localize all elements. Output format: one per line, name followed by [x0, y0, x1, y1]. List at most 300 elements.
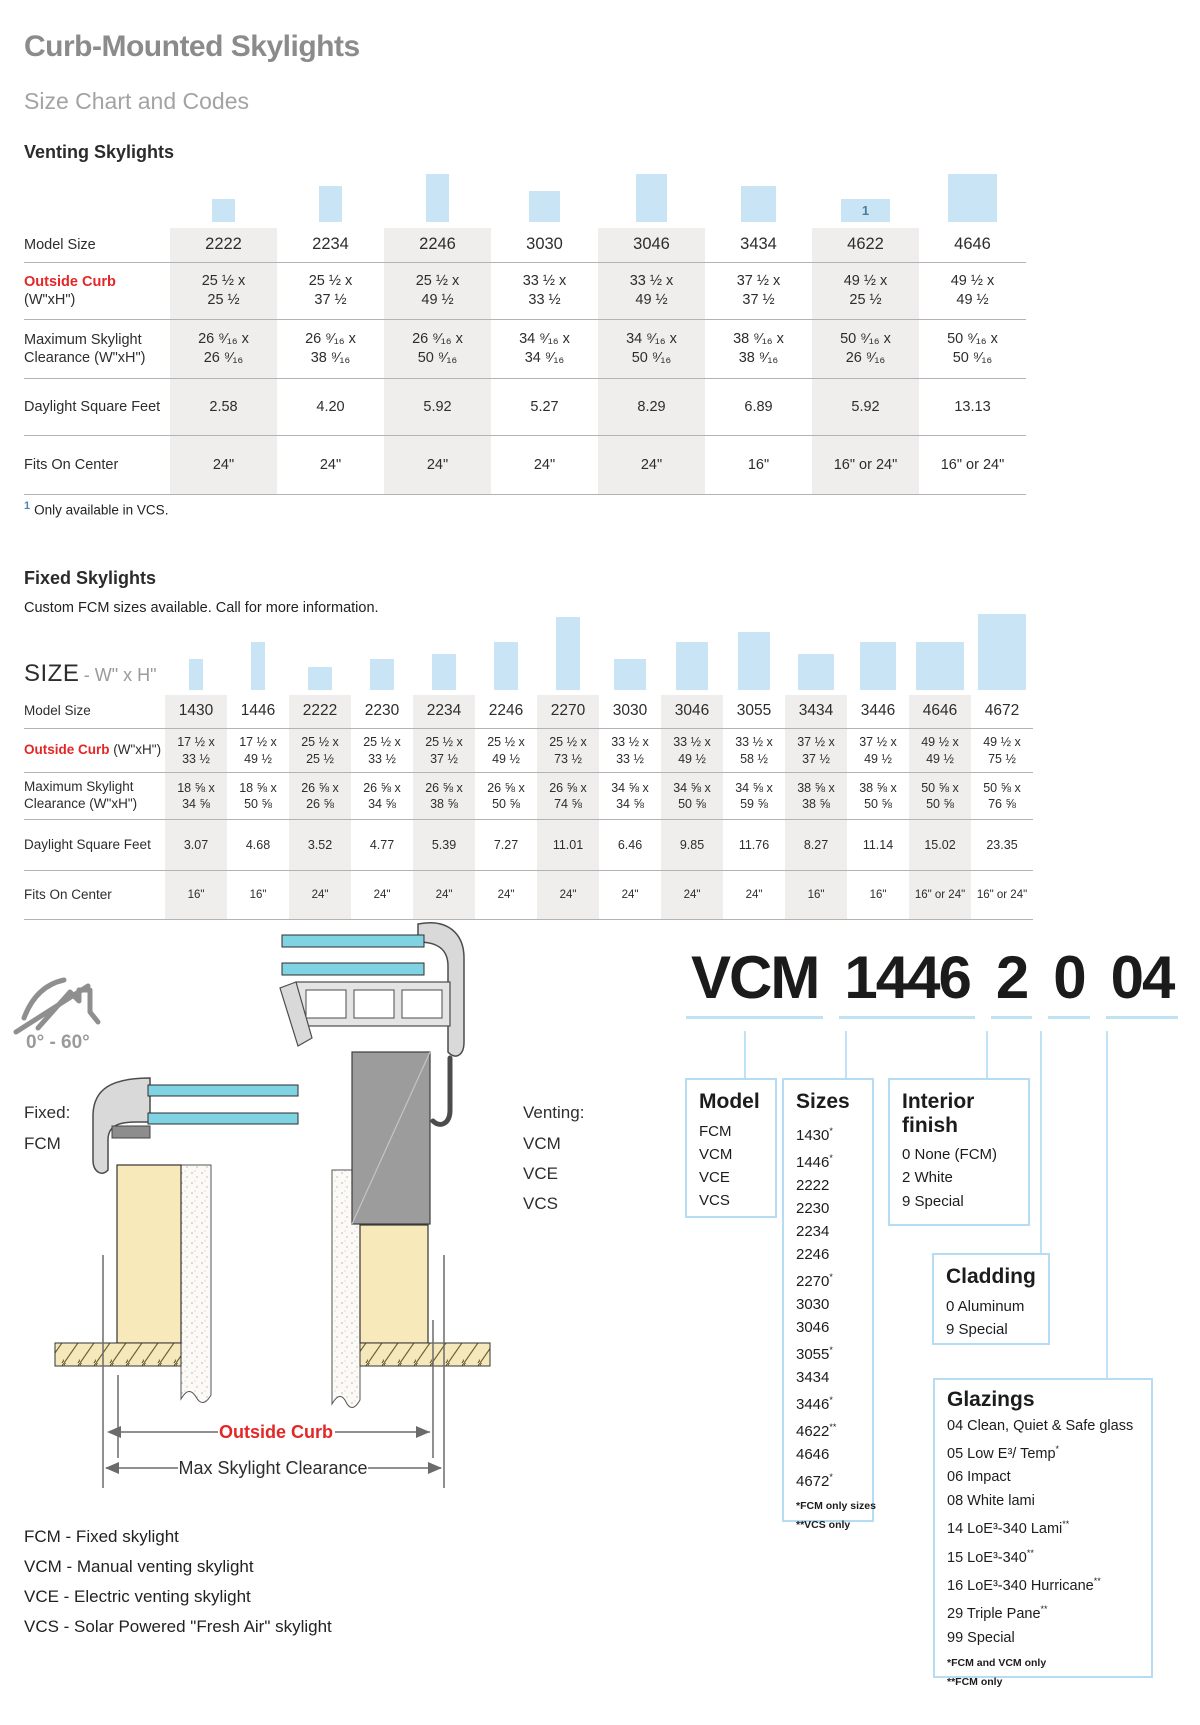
cell-line: 34 ⁹⁄₁₆: [524, 350, 565, 366]
outside-curb-dimension-label: Outside Curb: [218, 1422, 334, 1442]
cell-line: 26 ⁹⁄₁₆ x: [412, 331, 463, 348]
fixed-cell-3030: [599, 701, 661, 721]
venting-cell-2234: [277, 456, 384, 475]
fixed-cell-4672: [971, 734, 1033, 767]
cell-line: 4.20: [316, 398, 345, 415]
venting-cell-3030: [491, 234, 598, 255]
interior-finish-box: [888, 1078, 1030, 1226]
row-label-fits: Fits On Center: [24, 456, 119, 473]
cell-line: 34 ⅝ x: [673, 780, 711, 795]
fixed-row-label: [24, 887, 165, 904]
cell-line: 49 ½ x: [983, 735, 1021, 750]
outside-curb-red-text: Outside Curb: [24, 273, 116, 290]
fixed-cell-4646: [909, 734, 971, 767]
fixed-cell-3446: [847, 701, 909, 721]
code-segment-cladding: 0: [1048, 948, 1089, 1019]
skylight-proportion-rect-4622: [841, 199, 889, 222]
venting-cell-2246: [384, 456, 491, 475]
fixed-cell-3046: [661, 837, 723, 853]
sizes-item-footnote-marker: *: [829, 1152, 833, 1163]
row-label-max-clearance: [24, 779, 165, 813]
venting-cell-2234: [277, 398, 384, 417]
skylight-proportion-rect-1446: [251, 642, 266, 690]
fixed-cell-2270: [537, 837, 599, 853]
cell-line: 9.85: [679, 837, 705, 852]
cell-line: 49 ½ x: [950, 273, 995, 290]
fixed-cell-2234: [413, 734, 475, 767]
fixed-cell-1430: [165, 888, 227, 903]
cell-line: 26 ⅝: [306, 797, 334, 811]
outside-curb-units: (W"xH"): [24, 292, 76, 308]
cell-line: 34 ⅝: [368, 797, 396, 811]
fixed-diagram-label: Fixed:: [24, 1103, 71, 1122]
venting-cell-4646: [919, 272, 1026, 310]
legend-item: FCM - Fixed skylight: [24, 1527, 179, 1546]
venting-rect-cell: [919, 158, 1026, 222]
connector-glazings: [1106, 1031, 1108, 1378]
cell-line: 3434: [740, 235, 777, 254]
cladding-item: 0 Aluminum: [946, 1297, 1025, 1315]
glazings-footnote: *FCM and VCM only: [947, 1657, 1047, 1670]
cell-line: 50 ⁹⁄₁₆: [417, 350, 458, 366]
cell-line: 25 ½: [207, 292, 240, 308]
venting-row-label: [24, 236, 170, 254]
skylight-proportion-rect-2246: [426, 174, 449, 222]
venting-cell-3434: [705, 234, 812, 255]
cell-line: 1430: [178, 702, 214, 720]
cell-line: 5.92: [851, 398, 880, 415]
cell-line: 25 ½ x: [308, 273, 353, 290]
cell-line: 25 ½ x: [415, 273, 460, 290]
cell-line: 38 ⅝ x: [797, 780, 835, 795]
fixed-cell-3030: [599, 837, 661, 853]
venting-cell-3046: [598, 398, 705, 417]
custom-sizes-note: Custom FCM sizes available. Call for more information.: [24, 600, 379, 616]
fixed-cell-2230: [351, 734, 413, 767]
skylight-proportion-rect-3030: [614, 659, 646, 691]
cell-line: 33 ½ x: [673, 735, 711, 750]
cell-line: 13.13: [954, 398, 991, 415]
cell-line: 49 ½: [244, 751, 272, 766]
skylight-proportion-rect-3030: [529, 191, 561, 223]
venting-size-table: [24, 228, 1026, 495]
fixed-cell-2222: [289, 837, 351, 853]
venting-cell-2246: [384, 330, 491, 368]
cell-line: 50 ⅝ x: [983, 780, 1021, 795]
cell-line: 4.77: [369, 837, 395, 852]
fixed-cell-4646: [909, 780, 971, 813]
fixed-cell-2230: [351, 837, 413, 853]
cell-line: 2234: [426, 702, 462, 720]
fixed-cell-3446: [847, 734, 909, 767]
fixed-cell-3046: [661, 734, 723, 767]
cell-line: 11.01: [552, 837, 584, 852]
fixed-cell-3030: [599, 888, 661, 903]
fixed-row: [24, 820, 1033, 871]
glazings-item: 29 Triple Pane**: [947, 1604, 1048, 1623]
venting-row: [24, 228, 1026, 263]
fixed-cell-2270: [537, 780, 599, 813]
sizes-footnote: *FCM only sizes: [796, 1499, 876, 1512]
sizes-footnote: **VCS only: [796, 1518, 851, 1531]
cell-line: 74 ⅝: [554, 797, 582, 811]
sizes-item: 2246: [796, 1245, 830, 1263]
cell-line: 37 ½ x: [797, 735, 835, 750]
cell-line: 16" or 24": [976, 888, 1028, 901]
footnote-marker: 1: [24, 500, 31, 512]
cell-line: 33 ½: [368, 751, 396, 766]
cell-line: 37 ½ x: [736, 273, 781, 290]
fixed-cell-3055: [723, 701, 785, 721]
venting-footnote: [24, 500, 168, 518]
cell-line: 2230: [364, 702, 400, 720]
glazings-item: 15 LoE³-340**: [947, 1547, 1034, 1566]
fixed-cell-1446: [227, 701, 289, 721]
skylight-proportion-rect-2222: [308, 667, 331, 690]
cell-line: 33 ½ x: [629, 273, 674, 290]
footnote-text: Only available in VCS.: [34, 502, 169, 518]
cell-line: 17 ½ x: [177, 735, 215, 750]
fixed-rect-cell: [537, 608, 599, 690]
venting-cell-4622: [812, 398, 919, 417]
cladding-box-title: Cladding: [946, 1265, 1036, 1288]
cell-line: 5.92: [423, 398, 452, 415]
fixed-cell-3055: [723, 734, 785, 767]
venting-cell-3046: [598, 234, 705, 255]
cell-line: 50 ⁹⁄₁₆: [952, 350, 993, 366]
cell-line: 26 ⁹⁄₁₆ x: [198, 331, 249, 348]
cell-line: 58 ½: [740, 751, 768, 766]
cell-line: 16" or 24": [833, 456, 898, 473]
cell-line: 24": [311, 888, 329, 901]
venting-diagram-label: Venting:: [523, 1103, 585, 1122]
fixed-cell-2246: [475, 734, 537, 767]
fixed-cell-1430: [165, 734, 227, 767]
cell-line: 50 ⅝: [864, 797, 892, 811]
glazings-item: 99 Special: [947, 1629, 1015, 1646]
cell-line: 50 ⁹⁄₁₆: [631, 350, 672, 366]
venting-cell-2246: [384, 398, 491, 417]
cell-line: 34 ⁹⁄₁₆ x: [626, 331, 677, 348]
cell-line: 33 ½: [528, 292, 561, 308]
fixed-cell-2270: [537, 888, 599, 903]
row-label-fits: Fits On Center: [24, 886, 112, 902]
venting-row: [24, 263, 1026, 320]
fixed-rect-cell: [227, 608, 289, 690]
cell-line: 26 ⅝ x: [549, 780, 587, 795]
venting-cell-2234: [277, 272, 384, 310]
interior-box-items: [902, 1143, 1016, 1213]
cell-line: 24": [319, 456, 342, 473]
sizes-item: 2234: [796, 1222, 830, 1240]
cell-line: 33 ½: [182, 751, 210, 766]
venting-rect-cell: [705, 158, 812, 222]
connector-model: [744, 1031, 746, 1078]
venting-cell-2222: [170, 398, 277, 417]
venting-cell-4622: [812, 456, 919, 475]
cell-line: 3046: [633, 235, 670, 254]
venting-cell-2222: [170, 456, 277, 475]
fixed-row: [24, 773, 1033, 820]
fixed-row-label: [24, 742, 165, 759]
cell-line: 6.46: [617, 837, 643, 852]
fixed-cell-1430: [165, 701, 227, 721]
cell-line: 26 ⅝ x: [301, 780, 339, 795]
sizes-box-items: [796, 1120, 876, 1531]
cell-line: 2246: [488, 702, 524, 720]
cell-line: 24": [497, 888, 515, 901]
fixed-cell-2230: [351, 701, 413, 721]
row-label-daylight: Daylight Square Feet: [24, 398, 161, 415]
cell-line: 18 ⅝ x: [177, 780, 215, 795]
fixed-cell-3446: [847, 780, 909, 813]
cell-line: 4622: [847, 235, 884, 254]
fixed-cell-4646: [909, 701, 971, 721]
cell-line: 38 ⁹⁄₁₆: [310, 350, 351, 366]
venting-code-vcm: VCM: [523, 1134, 561, 1153]
roof-pitch-icon: [16, 980, 98, 1032]
sizes-item-footnote-marker: *: [829, 1125, 833, 1136]
skylight-proportion-rect-2270: [556, 617, 579, 691]
venting-cell-2222: [170, 234, 277, 255]
fixed-row: [24, 871, 1033, 920]
cell-line: 37 ½ x: [859, 735, 897, 750]
cell-line: 76 ⅝: [988, 797, 1016, 811]
venting-cell-3030: [491, 272, 598, 310]
row-label-model-size: Model Size: [24, 703, 91, 719]
venting-cell-3046: [598, 272, 705, 310]
cell-line: 3046: [674, 702, 710, 720]
sizes-item-footnote-marker: *: [829, 1394, 833, 1405]
cell-line: 37 ½: [742, 292, 775, 308]
glazings-box-title: Glazings: [947, 1388, 1035, 1411]
code-segment-interior: 2: [991, 948, 1032, 1019]
skylight-proportion-rect-3434: [798, 654, 834, 690]
cell-line: 4672: [984, 702, 1020, 720]
skylight-proportion-rect-4646: [948, 174, 996, 222]
venting-rect-cell: [598, 158, 705, 222]
venting-cell-2222: [170, 272, 277, 310]
glazings-item-footnote-marker: **: [1040, 1604, 1048, 1615]
venting-cell-3434: [705, 330, 812, 368]
cell-line: 6.89: [744, 398, 773, 415]
legend-item: VCE - Electric venting skylight: [24, 1587, 251, 1606]
venting-row: [24, 379, 1026, 436]
cell-line: 24": [621, 888, 639, 901]
row-label-max-clearance: [24, 331, 170, 367]
cell-line: 59 ⅝: [740, 797, 768, 811]
fixed-cell-1446: [227, 734, 289, 767]
glazings-item: 08 White lami: [947, 1492, 1035, 1509]
sizes-item: 3030: [796, 1295, 830, 1313]
fixed-rect-cell: [475, 608, 537, 690]
sizes-item: 4646: [796, 1445, 830, 1463]
glazings-item-footnote-marker: *: [1055, 1444, 1060, 1455]
cell-line: 33 ½ x: [735, 735, 773, 750]
cell-line: 17 ½ x: [239, 735, 277, 750]
product-code: [686, 944, 1178, 1019]
cell-line: 16": [869, 888, 887, 901]
cell-line: 38 ⅝: [802, 797, 830, 811]
page-title: Curb-Mounted Skylights: [24, 30, 360, 63]
venting-cell-3046: [598, 330, 705, 368]
venting-cell-3434: [705, 398, 812, 417]
skylight-proportion-rect-3046: [636, 174, 668, 222]
model-box: [685, 1078, 777, 1218]
cell-line: 34 ⅝: [616, 797, 644, 811]
skylight-proportion-rect-3046: [676, 642, 708, 690]
cell-line: 2234: [312, 235, 349, 254]
fixed-cell-1446: [227, 780, 289, 813]
fixed-cell-1446: [227, 837, 289, 853]
cell-line: 16": [807, 888, 825, 901]
venting-cell-3030: [491, 330, 598, 368]
clearance-line1: Maximum Skylight: [24, 331, 142, 348]
cell-line: 38 ⅝ x: [859, 780, 897, 795]
fixed-cell-4672: [971, 780, 1033, 813]
fixed-cell-3055: [723, 780, 785, 813]
venting-cell-3434: [705, 272, 812, 310]
code-legend: [24, 1522, 332, 1642]
skylight-proportion-rect-3055: [738, 632, 770, 690]
venting-cell-2234: [277, 234, 384, 255]
fixed-rect-cell: [785, 608, 847, 690]
size-label-units: - W" x H": [83, 665, 157, 685]
page-subtitle: Size Chart and Codes: [24, 88, 250, 114]
glazings-footnote: **FCM only: [947, 1676, 1003, 1689]
connector-cladding: [1040, 1031, 1042, 1253]
sizes-item: 3434: [796, 1368, 830, 1386]
fixed-rect-cell: [165, 608, 227, 690]
cell-line: 8.29: [637, 398, 666, 415]
cell-line: 16": [249, 888, 267, 901]
size-label-main: SIZE: [24, 660, 80, 687]
fixed-cell-2234: [413, 888, 475, 903]
cell-line: 49 ½: [635, 292, 668, 308]
cell-line: 16": [747, 456, 770, 473]
code-segment-glazing: 04: [1106, 948, 1179, 1019]
vcs-only-marker: 1: [861, 202, 870, 218]
cell-line: 24": [435, 888, 453, 901]
cell-line: 38 ⅝: [430, 797, 458, 811]
glazings-item: 05 Low E³/ Temp*: [947, 1444, 1060, 1462]
fixed-cell-1430: [165, 780, 227, 813]
fixed-cell-2230: [351, 888, 413, 903]
cell-line: 2.58: [209, 398, 238, 415]
cell-line: 25 ½ x: [487, 735, 525, 750]
venting-size-rects: [170, 158, 1026, 222]
sizes-item: 4672*: [796, 1471, 833, 1490]
cell-line: 75 ½: [988, 751, 1016, 766]
cell-line: 26 ⅝ x: [425, 780, 463, 795]
cell-line: 24": [373, 888, 391, 901]
cell-line: 5.27: [530, 398, 559, 415]
skylight-proportion-rect-2246: [494, 642, 517, 690]
sizes-item: 4622**: [796, 1421, 837, 1440]
fixed-cell-2230: [351, 780, 413, 813]
row-label-daylight: Daylight Square Feet: [24, 836, 151, 852]
venting-cell-4622: [812, 272, 919, 310]
fixed-rect-cell: [351, 608, 413, 690]
cell-line: 49 ½: [492, 751, 520, 766]
sizes-item: 2222: [796, 1176, 830, 1194]
cell-line: 25 ½: [306, 751, 334, 766]
venting-row-label: [24, 398, 170, 416]
fixed-cell-2222: [289, 888, 351, 903]
venting-rect-cell: [812, 158, 919, 222]
fixed-cell-3046: [661, 701, 723, 721]
cell-line: 24": [533, 456, 556, 473]
clearance-line2: Clearance (W"xH"): [24, 796, 138, 811]
cell-line: 25 ½ x: [201, 273, 246, 290]
cell-line: 26 ⁹⁄₁₆ x: [305, 331, 356, 348]
cladding-box: [932, 1253, 1050, 1345]
cell-line: 26 ⁹⁄₁₆: [845, 350, 886, 366]
cell-line: 25 ½: [849, 292, 882, 308]
cell-line: 3434: [798, 702, 834, 720]
legend-item: VCM - Manual venting skylight: [24, 1557, 254, 1576]
fixed-rect-cell: [289, 608, 351, 690]
clearance-line1: Maximum Skylight: [24, 779, 134, 795]
fixed-diagram-code: FCM: [24, 1134, 61, 1153]
cell-line: 50 ⁹⁄₁₆ x: [947, 331, 998, 348]
cell-line: 11.76: [738, 837, 770, 852]
fixed-rect-cell: [723, 608, 785, 690]
cell-line: 37 ½: [314, 292, 347, 308]
fixed-cell-1446: [227, 888, 289, 903]
cell-line: 49 ½ x: [843, 273, 888, 290]
cell-line: 38 ⁹⁄₁₆ x: [733, 331, 784, 348]
fixed-row-label: [24, 703, 165, 720]
cell-line: 18 ⅝ x: [239, 780, 277, 795]
cell-line: 25 ½ x: [425, 735, 463, 750]
cell-line: 49 ½ x: [921, 735, 959, 750]
skylight-proportion-rect-4672: [978, 614, 1026, 690]
venting-rect-cell: [491, 158, 598, 222]
cell-line: 33 ½ x: [611, 735, 649, 750]
fixed-cell-3030: [599, 734, 661, 767]
cell-line: 3446: [860, 702, 896, 720]
sizes-item: 2230: [796, 1199, 830, 1217]
venting-cell-3434: [705, 456, 812, 475]
venting-cell-3046: [598, 456, 705, 475]
cell-line: 37 ½: [802, 751, 830, 766]
skylight-proportion-rect-2234: [319, 186, 342, 222]
cell-line: 16" or 24": [914, 888, 966, 901]
fixed-cell-2270: [537, 734, 599, 767]
cell-line: 50 ⅝: [678, 797, 706, 811]
venting-row-label: [24, 331, 170, 367]
cell-line: 15.02: [924, 837, 956, 852]
venting-rect-cell: [170, 158, 277, 222]
interior-box-title: Interior finish: [902, 1090, 975, 1137]
cell-line: 26 ⅝ x: [487, 780, 525, 795]
glazings-item-footnote-marker: **: [1026, 1547, 1034, 1558]
cell-line: 50 ⅝: [492, 797, 520, 811]
sizes-item: 1430*: [796, 1125, 833, 1144]
skylight-proportion-rect-1430: [189, 659, 204, 691]
cell-line: 24": [640, 456, 663, 473]
size-axis-label: [24, 660, 157, 688]
venting-cell-4646: [919, 398, 1026, 417]
cell-line: 8.27: [803, 837, 829, 852]
venting-cell-3030: [491, 398, 598, 417]
fixed-row: [24, 695, 1033, 729]
cell-line: 26 ⅝ x: [363, 780, 401, 795]
venting-row: [24, 320, 1026, 379]
glazings-item-footnote-marker: **: [1062, 1519, 1070, 1530]
venting-cell-2222: [170, 330, 277, 368]
